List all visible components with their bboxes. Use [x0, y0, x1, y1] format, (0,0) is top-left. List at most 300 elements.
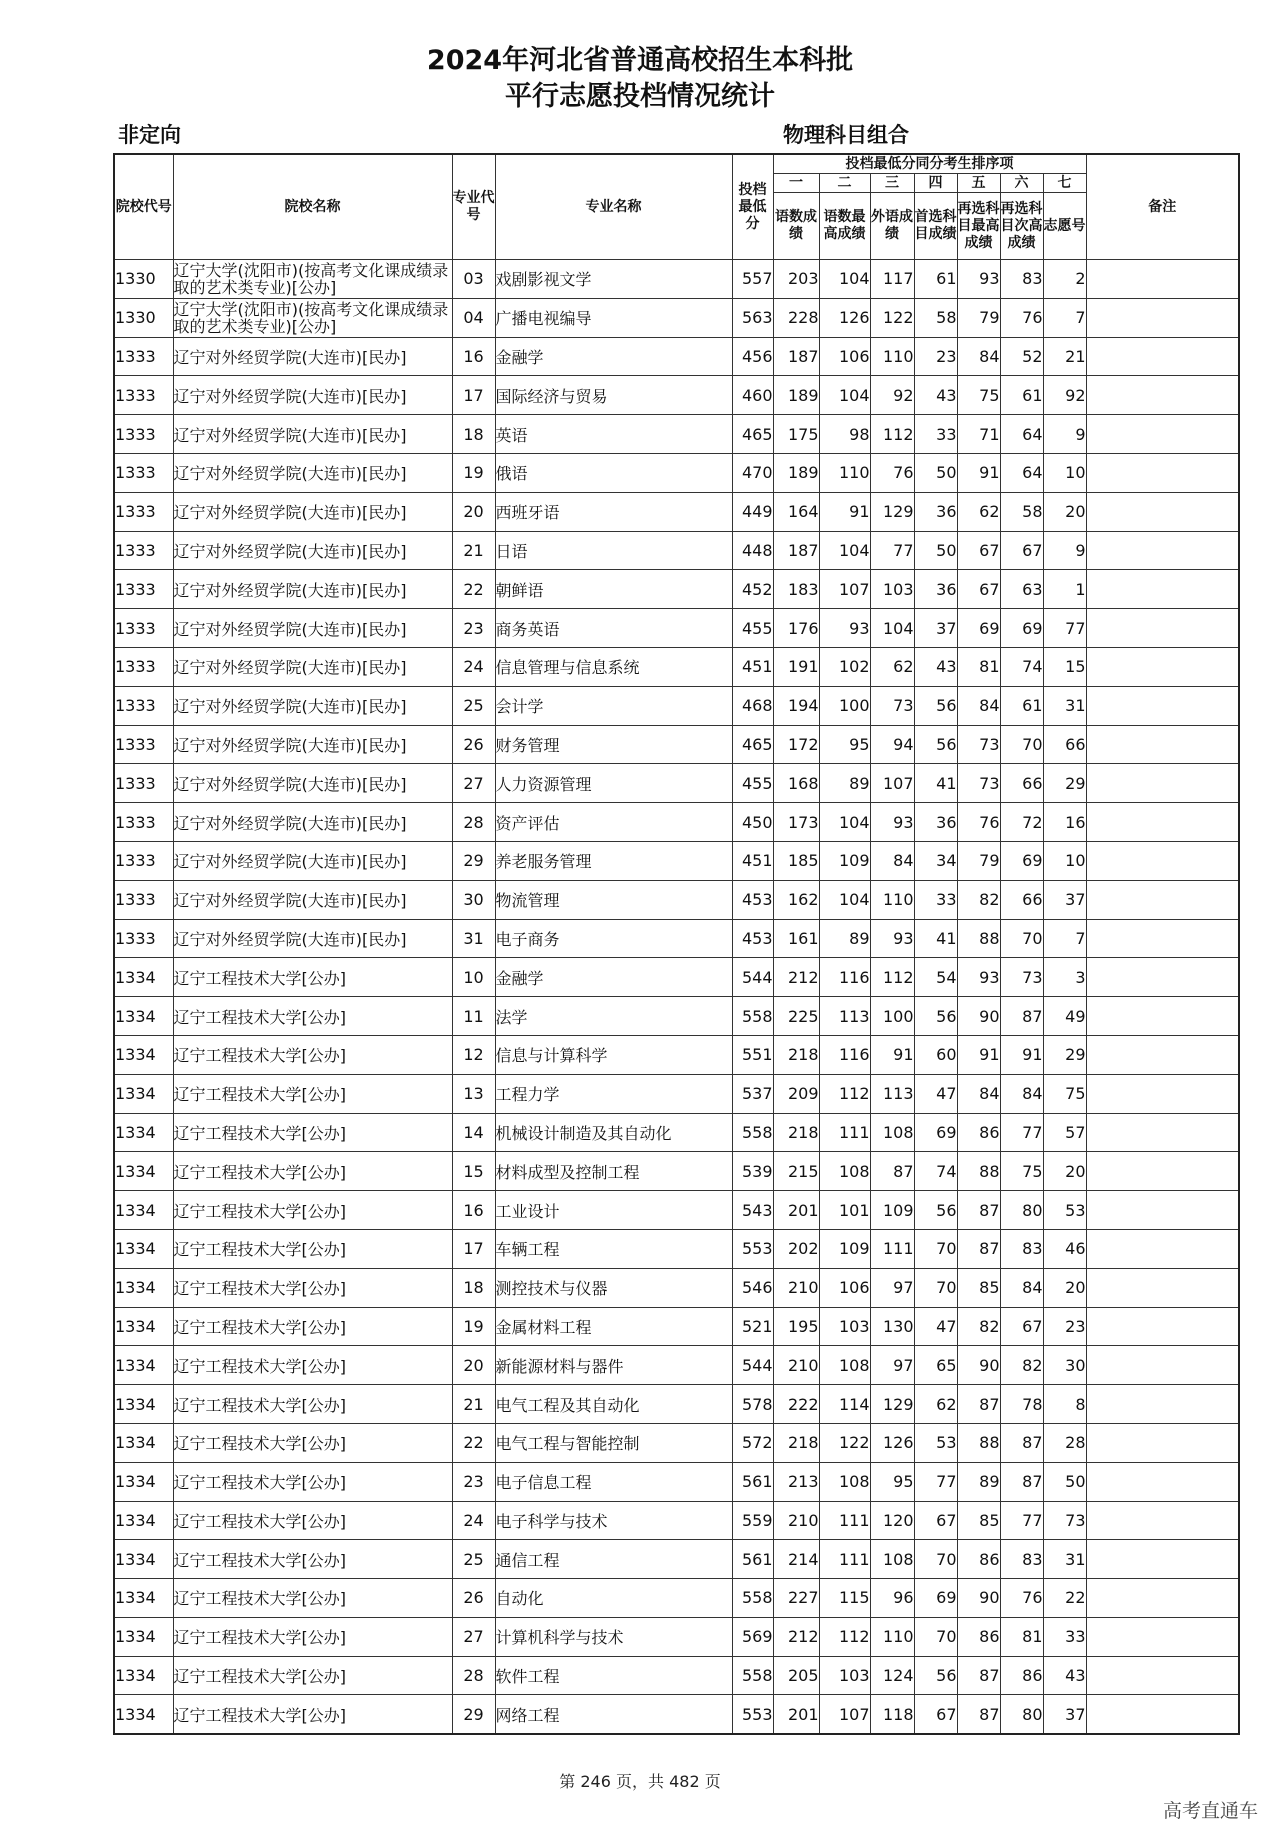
elective-max-cell: 90	[957, 1579, 1000, 1618]
elective-max-cell: 73	[957, 725, 1000, 764]
remark-cell	[1086, 764, 1239, 803]
school-code-cell: 1334	[114, 1656, 173, 1695]
preference-number-cell: 20	[1043, 1152, 1086, 1191]
school-code-cell: 1333	[114, 803, 173, 842]
elective-max-cell: 89	[957, 1462, 1000, 1501]
foreign-language-cell: 91	[870, 1035, 914, 1074]
foreign-language-cell: 76	[870, 453, 914, 492]
foreign-language-cell: 97	[870, 1346, 914, 1385]
primary-subject-cell: 74	[914, 1152, 957, 1191]
chinese-math-max-cell: 104	[819, 880, 870, 919]
chinese-math-max-cell: 102	[819, 647, 870, 686]
school-code-cell: 1334	[114, 1035, 173, 1074]
chinese-math-score-cell: 214	[773, 1540, 819, 1579]
major-name-cell: 广播电视编导	[495, 298, 732, 337]
foreign-language-cell: 107	[870, 764, 914, 803]
major-code-cell: 22	[452, 1423, 495, 1462]
major-code-cell: 27	[452, 764, 495, 803]
foreign-language-cell: 129	[870, 1385, 914, 1424]
elective-second-cell: 69	[1000, 609, 1043, 648]
major-name-cell: 人力资源管理	[495, 764, 732, 803]
min-score-cell: 451	[732, 647, 773, 686]
table-row	[114, 609, 1239, 648]
major-name-cell: 英语	[495, 415, 732, 454]
elective-second-cell: 72	[1000, 803, 1043, 842]
min-score-cell: 546	[732, 1268, 773, 1307]
chinese-math-max-cell: 108	[819, 1152, 870, 1191]
elective-second-cell: 67	[1000, 531, 1043, 570]
elective-second-cell: 87	[1000, 1423, 1043, 1462]
major-name-cell: 测控技术与仪器	[495, 1268, 732, 1307]
elective-second-cell: 66	[1000, 880, 1043, 919]
header-major-name: 专业名称	[495, 154, 732, 260]
school-code-cell: 1333	[114, 609, 173, 648]
school-name-cell: 辽宁工程技术大学[公办]	[173, 1268, 452, 1307]
school-code-cell: 1333	[114, 880, 173, 919]
school-code-cell: 1334	[114, 1307, 173, 1346]
major-code-cell: 03	[452, 260, 495, 299]
header-num-6: 六	[1000, 174, 1043, 193]
chinese-math-max-cell: 91	[819, 492, 870, 531]
major-name-cell: 商务英语	[495, 609, 732, 648]
major-code-cell: 25	[452, 686, 495, 725]
school-code-cell: 1334	[114, 1462, 173, 1501]
school-code-cell: 1334	[114, 1617, 173, 1656]
elective-second-cell: 74	[1000, 647, 1043, 686]
elective-max-cell: 73	[957, 764, 1000, 803]
major-code-cell: 13	[452, 1074, 495, 1113]
chinese-math-score-cell: 225	[773, 997, 819, 1036]
elective-max-cell: 67	[957, 570, 1000, 609]
school-code-cell: 1334	[114, 1152, 173, 1191]
table-row	[114, 492, 1239, 531]
elective-second-cell: 80	[1000, 1191, 1043, 1230]
remark-cell	[1086, 1113, 1239, 1152]
preference-number-cell: 2	[1043, 260, 1086, 299]
major-code-cell: 20	[452, 1346, 495, 1385]
elective-max-cell: 67	[957, 531, 1000, 570]
chinese-math-score-cell: 173	[773, 803, 819, 842]
major-code-cell: 17	[452, 376, 495, 415]
remark-cell	[1086, 958, 1239, 997]
school-name-cell: 辽宁工程技术大学[公办]	[173, 1307, 452, 1346]
chinese-math-max-cell: 106	[819, 1268, 870, 1307]
primary-subject-cell: 70	[914, 1229, 957, 1268]
remark-cell	[1086, 531, 1239, 570]
elective-second-cell: 83	[1000, 1540, 1043, 1579]
major-code-cell: 21	[452, 531, 495, 570]
remark-cell	[1086, 1268, 1239, 1307]
remark-cell	[1086, 376, 1239, 415]
foreign-language-cell: 113	[870, 1074, 914, 1113]
preference-number-cell: 21	[1043, 337, 1086, 376]
table-row	[114, 686, 1239, 725]
preference-number-cell: 66	[1043, 725, 1086, 764]
remark-cell	[1086, 260, 1239, 299]
min-score-cell: 455	[732, 609, 773, 648]
chinese-math-max-cell: 104	[819, 260, 870, 299]
preference-number-cell: 23	[1043, 1307, 1086, 1346]
preference-number-cell: 92	[1043, 376, 1086, 415]
school-code-cell: 1333	[114, 531, 173, 570]
table-row	[114, 453, 1239, 492]
major-code-cell: 19	[452, 453, 495, 492]
remark-cell	[1086, 1191, 1239, 1230]
table-row	[114, 1152, 1239, 1191]
elective-second-cell: 76	[1000, 1579, 1043, 1618]
remark-cell	[1086, 1152, 1239, 1191]
table-row	[114, 958, 1239, 997]
chinese-math-score-cell: 185	[773, 841, 819, 880]
chinese-math-score-cell: 218	[773, 1423, 819, 1462]
major-code-cell: 17	[452, 1229, 495, 1268]
table-row	[114, 570, 1239, 609]
chinese-math-score-cell: 183	[773, 570, 819, 609]
remark-cell	[1086, 1423, 1239, 1462]
major-name-cell: 信息与计算科学	[495, 1035, 732, 1074]
school-name-cell: 辽宁对外经贸学院(大连市)[民办]	[173, 841, 452, 880]
elective-second-cell: 69	[1000, 841, 1043, 880]
school-code-cell: 1334	[114, 997, 173, 1036]
table-row	[114, 647, 1239, 686]
foreign-language-cell: 108	[870, 1540, 914, 1579]
min-score-cell: 456	[732, 337, 773, 376]
min-score-cell: 450	[732, 803, 773, 842]
chinese-math-score-cell: 201	[773, 1191, 819, 1230]
major-name-cell: 电子科学与技术	[495, 1501, 732, 1540]
min-score-cell: 539	[732, 1152, 773, 1191]
preference-number-cell: 22	[1043, 1579, 1086, 1618]
chinese-math-max-cell: 109	[819, 841, 870, 880]
elective-max-cell: 86	[957, 1540, 1000, 1579]
preference-number-cell: 37	[1043, 1695, 1086, 1734]
min-score-cell: 544	[732, 958, 773, 997]
school-code-cell: 1330	[114, 298, 173, 337]
primary-subject-cell: 62	[914, 1385, 957, 1424]
table-row	[114, 298, 1239, 337]
primary-subject-cell: 77	[914, 1462, 957, 1501]
elective-second-cell: 78	[1000, 1385, 1043, 1424]
primary-subject-cell: 56	[914, 725, 957, 764]
school-name-cell: 辽宁工程技术大学[公办]	[173, 1695, 452, 1734]
school-code-cell: 1333	[114, 841, 173, 880]
preference-number-cell: 15	[1043, 647, 1086, 686]
header-num-3: 三	[870, 174, 914, 193]
remark-cell	[1086, 415, 1239, 454]
major-name-cell: 物流管理	[495, 880, 732, 919]
primary-subject-cell: 43	[914, 647, 957, 686]
primary-subject-cell: 34	[914, 841, 957, 880]
chinese-math-score-cell: 218	[773, 1113, 819, 1152]
remark-cell	[1086, 1695, 1239, 1734]
major-name-cell: 朝鲜语	[495, 570, 732, 609]
remark-cell	[1086, 647, 1239, 686]
major-name-cell: 金融学	[495, 958, 732, 997]
table-row	[114, 1501, 1239, 1540]
remark-cell	[1086, 919, 1239, 958]
foreign-language-cell: 92	[870, 376, 914, 415]
table-row	[114, 531, 1239, 570]
major-code-cell: 04	[452, 298, 495, 337]
school-name-cell: 辽宁对外经贸学院(大连市)[民办]	[173, 570, 452, 609]
school-name-cell: 辽宁大学(沈阳市)(按高考文化课成绩录取的艺术类专业)[公办]	[173, 260, 452, 299]
remark-cell	[1086, 1346, 1239, 1385]
min-score-cell: 572	[732, 1423, 773, 1462]
school-code-cell: 1333	[114, 686, 173, 725]
chinese-math-max-cell: 89	[819, 919, 870, 958]
school-name-cell: 辽宁对外经贸学院(大连市)[民办]	[173, 492, 452, 531]
chinese-math-max-cell: 122	[819, 1423, 870, 1462]
school-name-cell: 辽宁工程技术大学[公办]	[173, 1540, 452, 1579]
chinese-math-score-cell: 168	[773, 764, 819, 803]
major-name-cell: 车辆工程	[495, 1229, 732, 1268]
chinese-math-score-cell: 222	[773, 1385, 819, 1424]
school-code-cell: 1334	[114, 1074, 173, 1113]
remark-cell	[1086, 1656, 1239, 1695]
chinese-math-max-cell: 114	[819, 1385, 870, 1424]
min-score-cell: 453	[732, 919, 773, 958]
min-score-cell: 551	[732, 1035, 773, 1074]
foreign-language-cell: 97	[870, 1268, 914, 1307]
preference-number-cell: 77	[1043, 609, 1086, 648]
elective-max-cell: 84	[957, 337, 1000, 376]
school-code-cell: 1334	[114, 1695, 173, 1734]
major-name-cell: 工业设计	[495, 1191, 732, 1230]
school-name-cell: 辽宁对外经贸学院(大连市)[民办]	[173, 686, 452, 725]
preference-number-cell: 57	[1043, 1113, 1086, 1152]
header-school-code: 院校代号	[114, 154, 173, 260]
chinese-math-score-cell: 195	[773, 1307, 819, 1346]
primary-subject-cell: 69	[914, 1579, 957, 1618]
chinese-math-score-cell: 210	[773, 1268, 819, 1307]
foreign-language-cell: 109	[870, 1191, 914, 1230]
chinese-math-score-cell: 162	[773, 880, 819, 919]
min-score-cell: 465	[732, 725, 773, 764]
min-score-cell: 448	[732, 531, 773, 570]
elective-second-cell: 84	[1000, 1074, 1043, 1113]
primary-subject-cell: 65	[914, 1346, 957, 1385]
remark-cell	[1086, 725, 1239, 764]
min-score-cell: 561	[732, 1540, 773, 1579]
chinese-math-score-cell: 161	[773, 919, 819, 958]
school-code-cell: 1334	[114, 1229, 173, 1268]
primary-subject-cell: 36	[914, 570, 957, 609]
major-code-cell: 23	[452, 1462, 495, 1501]
remark-cell	[1086, 1385, 1239, 1424]
remark-cell	[1086, 803, 1239, 842]
major-name-cell: 法学	[495, 997, 732, 1036]
elective-max-cell: 91	[957, 453, 1000, 492]
major-name-cell: 资产评估	[495, 803, 732, 842]
subtitle-category: 非定向	[118, 123, 181, 147]
foreign-language-cell: 77	[870, 531, 914, 570]
elective-max-cell: 79	[957, 841, 1000, 880]
table-row	[114, 1656, 1239, 1695]
primary-subject-cell: 33	[914, 880, 957, 919]
major-name-cell: 养老服务管理	[495, 841, 732, 880]
primary-subject-cell: 69	[914, 1113, 957, 1152]
chinese-math-max-cell: 98	[819, 415, 870, 454]
header-remark: 备注	[1086, 154, 1239, 260]
elective-second-cell: 64	[1000, 453, 1043, 492]
elective-second-cell: 66	[1000, 764, 1043, 803]
elective-second-cell: 87	[1000, 1462, 1043, 1501]
elective-second-cell: 58	[1000, 492, 1043, 531]
school-code-cell: 1334	[114, 1113, 173, 1152]
elective-second-cell: 77	[1000, 1113, 1043, 1152]
major-code-cell: 12	[452, 1035, 495, 1074]
foreign-language-cell: 96	[870, 1579, 914, 1618]
chinese-math-score-cell: 176	[773, 609, 819, 648]
school-name-cell: 辽宁对外经贸学院(大连市)[民办]	[173, 919, 452, 958]
table-row	[114, 1695, 1239, 1734]
major-code-cell: 28	[452, 1656, 495, 1695]
school-name-cell: 辽宁对外经贸学院(大连市)[民办]	[173, 453, 452, 492]
school-code-cell: 1333	[114, 570, 173, 609]
elective-second-cell: 83	[1000, 1229, 1043, 1268]
foreign-language-cell: 122	[870, 298, 914, 337]
elective-second-cell: 61	[1000, 376, 1043, 415]
primary-subject-cell: 70	[914, 1617, 957, 1656]
min-score-cell: 521	[732, 1307, 773, 1346]
elective-max-cell: 81	[957, 647, 1000, 686]
elective-second-cell: 77	[1000, 1501, 1043, 1540]
chinese-math-max-cell: 101	[819, 1191, 870, 1230]
elective-max-cell: 88	[957, 1423, 1000, 1462]
school-name-cell: 辽宁对外经贸学院(大连市)[民办]	[173, 725, 452, 764]
major-name-cell: 西班牙语	[495, 492, 732, 531]
primary-subject-cell: 54	[914, 958, 957, 997]
foreign-language-cell: 112	[870, 958, 914, 997]
major-code-cell: 26	[452, 1579, 495, 1618]
chinese-math-score-cell: 213	[773, 1462, 819, 1501]
header-min-score: 投档最低分	[732, 154, 773, 260]
table-row	[114, 841, 1239, 880]
remark-cell	[1086, 686, 1239, 725]
chinese-math-score-cell: 212	[773, 1617, 819, 1656]
school-name-cell: 辽宁对外经贸学院(大连市)[民办]	[173, 337, 452, 376]
chinese-math-score-cell: 227	[773, 1579, 819, 1618]
elective-max-cell: 88	[957, 1152, 1000, 1191]
major-name-cell: 自动化	[495, 1579, 732, 1618]
preference-number-cell: 3	[1043, 958, 1086, 997]
elective-second-cell: 81	[1000, 1617, 1043, 1656]
foreign-language-cell: 73	[870, 686, 914, 725]
foreign-language-cell: 117	[870, 260, 914, 299]
chinese-math-score-cell: 215	[773, 1152, 819, 1191]
chinese-math-max-cell: 109	[819, 1229, 870, 1268]
remark-cell	[1086, 1579, 1239, 1618]
school-name-cell: 辽宁对外经贸学院(大连市)[民办]	[173, 647, 452, 686]
remark-cell	[1086, 1462, 1239, 1501]
major-name-cell: 俄语	[495, 453, 732, 492]
min-score-cell: 465	[732, 415, 773, 454]
chinese-math-max-cell: 103	[819, 1656, 870, 1695]
school-code-cell: 1334	[114, 1191, 173, 1230]
remark-cell	[1086, 997, 1239, 1036]
school-code-cell: 1333	[114, 647, 173, 686]
major-code-cell: 23	[452, 609, 495, 648]
school-code-cell: 1333	[114, 337, 173, 376]
min-score-cell: 578	[732, 1385, 773, 1424]
primary-subject-cell: 47	[914, 1074, 957, 1113]
school-name-cell: 辽宁工程技术大学[公办]	[173, 1152, 452, 1191]
table-row	[114, 1191, 1239, 1230]
major-code-cell: 24	[452, 647, 495, 686]
school-code-cell: 1334	[114, 1346, 173, 1385]
header-num-5: 五	[957, 174, 1000, 193]
foreign-language-cell: 124	[870, 1656, 914, 1695]
school-code-cell: 1333	[114, 376, 173, 415]
chinese-math-max-cell: 107	[819, 1695, 870, 1734]
major-code-cell: 22	[452, 570, 495, 609]
school-code-cell: 1334	[114, 1579, 173, 1618]
chinese-math-score-cell: 187	[773, 531, 819, 570]
min-score-cell: 553	[732, 1695, 773, 1734]
subtitle-subject-group: 物理科目组合	[783, 123, 909, 147]
chinese-math-score-cell: 210	[773, 1501, 819, 1540]
school-name-cell: 辽宁工程技术大学[公办]	[173, 1035, 452, 1074]
chinese-math-score-cell: 191	[773, 647, 819, 686]
remark-cell	[1086, 609, 1239, 648]
primary-subject-cell: 58	[914, 298, 957, 337]
school-code-cell: 1333	[114, 764, 173, 803]
chinese-math-max-cell: 95	[819, 725, 870, 764]
elective-second-cell: 91	[1000, 1035, 1043, 1074]
elective-max-cell: 69	[957, 609, 1000, 648]
school-code-cell: 1333	[114, 453, 173, 492]
header-preference-number: 志愿号	[1043, 193, 1086, 260]
elective-max-cell: 79	[957, 298, 1000, 337]
foreign-language-cell: 94	[870, 725, 914, 764]
remark-cell	[1086, 337, 1239, 376]
school-code-cell: 1333	[114, 415, 173, 454]
preference-number-cell: 46	[1043, 1229, 1086, 1268]
remark-cell	[1086, 841, 1239, 880]
table-row	[114, 260, 1239, 299]
major-name-cell: 电子商务	[495, 919, 732, 958]
school-name-cell: 辽宁对外经贸学院(大连市)[民办]	[173, 803, 452, 842]
table-row	[114, 1462, 1239, 1501]
chinese-math-max-cell: 107	[819, 570, 870, 609]
foreign-language-cell: 62	[870, 647, 914, 686]
remark-cell	[1086, 570, 1239, 609]
preference-number-cell: 20	[1043, 492, 1086, 531]
elective-max-cell: 87	[957, 1229, 1000, 1268]
header-chinese-math-score: 语数成绩	[773, 193, 819, 260]
table-row	[114, 1229, 1239, 1268]
major-code-cell: 21	[452, 1385, 495, 1424]
foreign-language-cell: 130	[870, 1307, 914, 1346]
major-name-cell: 国际经济与贸易	[495, 376, 732, 415]
min-score-cell: 543	[732, 1191, 773, 1230]
table-row	[114, 1423, 1239, 1462]
min-score-cell: 558	[732, 1113, 773, 1152]
school-name-cell: 辽宁工程技术大学[公办]	[173, 1579, 452, 1618]
school-name-cell: 辽宁工程技术大学[公办]	[173, 1074, 452, 1113]
chinese-math-max-cell: 111	[819, 1540, 870, 1579]
header-num-7: 七	[1043, 174, 1086, 193]
primary-subject-cell: 56	[914, 997, 957, 1036]
table-row	[114, 1385, 1239, 1424]
school-name-cell: 辽宁对外经贸学院(大连市)[民办]	[173, 531, 452, 570]
min-score-cell: 537	[732, 1074, 773, 1113]
page-title-line1: 2024年河北省普通高校招生本科批	[426, 45, 854, 76]
remark-cell	[1086, 1501, 1239, 1540]
remark-cell	[1086, 298, 1239, 337]
elective-second-cell: 52	[1000, 337, 1043, 376]
chinese-math-max-cell: 104	[819, 376, 870, 415]
